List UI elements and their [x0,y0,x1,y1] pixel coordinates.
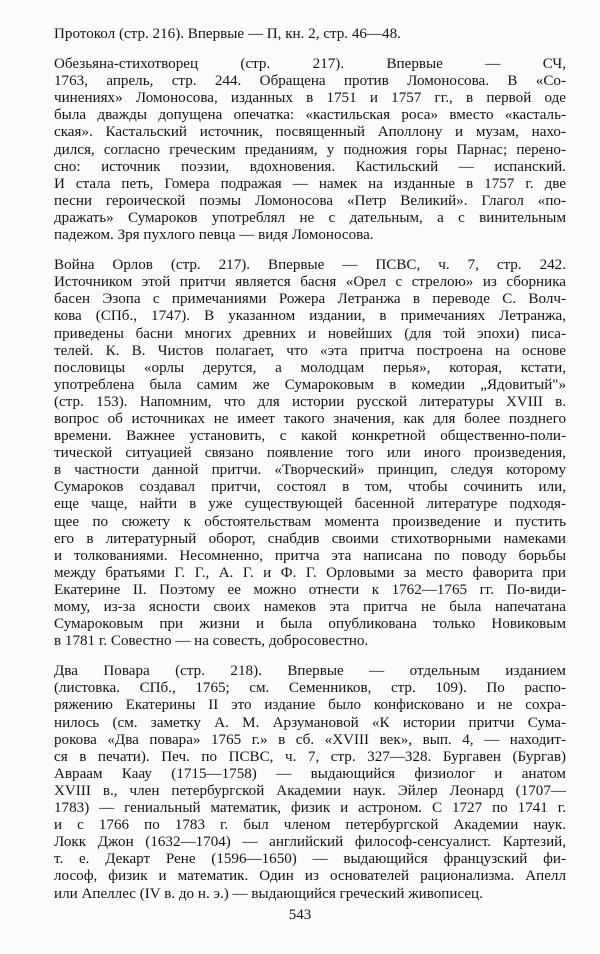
text-line: Война Орлов (стр. 217). Впервые — ПСВС, ч. 7, стр. 242. [54,257,566,274]
text-line: т. е. Декарт Рене (1596—1650) — выдающийся французский фи- [54,851,566,868]
text-line: телей. К. В. Чистов полагает, что «эта притча построена на основе [54,342,566,359]
text-line: Сумароковым при жизни и была опубликована только Новиковым [54,616,566,633]
text-line: чинениях» Ломоносова, изданных в 1751 и 1757 гг., в первой оде [54,90,566,107]
text-line: ская». Кастальский источник, посвященный Аполлону и музам, нахо- [54,124,566,141]
text-line: между братьями Г. Г., А. Г. и Ф. Г. Орловыми за место фаворита при [54,564,566,581]
entry-voyna-orlov [54,257,566,650]
text-line: дился, согласно греческим преданиям, у подножия горы Парнас; перено- [54,141,566,158]
text-line: вопрос об источниках не имеет такого значения, как для более позднего [54,410,566,427]
entry-dva-povara [54,663,566,902]
text-line: Два Повара (стр. 218). Впервые — отдельным изданием [54,663,566,680]
text-line: кова (СПб., 1747). В указанном издании, в примечаниях Летранжа, [54,308,566,325]
text-line: щее по сюжету к обстоятельствам момента произведение и пустить [54,513,566,530]
text-line: (стр. 153). Напомним, что для истории русской литературы XVIII в. [54,393,566,410]
text-line: и толкованиями. Несомненно, притча эта написана по поводу борьбы [54,547,566,564]
text-line: времени. Важнее установить, с какой конкретной общественно-поли- [54,428,566,445]
text-line: Локк Джон (1632—1704) — английский философ-сенсуалист. Картезий, [54,834,566,851]
text-line: тической ситуацией связано появление того или иного произведения, [54,445,566,462]
text-line: 1763, апрель, стр. 244. Обращена против Ломоносова. В «Со- [54,73,566,90]
text-line: песни героической поэмы Ломоносова «Петр Великий». Глагол «по- [54,192,566,209]
page-number: 543 [288,907,312,923]
text-line: 1783) — гениальный математик, физик и астроном. С 1727 по 1741 г. [54,800,566,817]
text-line: рокова «Два повара» 1765 г.» в сб. «XVIII век», вып. 4, — находит- [54,731,566,748]
text-line: Обезьяна-стихотворец (стр. 217). Впервые — СЧ, [54,56,566,73]
text-line: дражать» Сумароков употреблял не с дательным, а с винительным [54,209,566,226]
text-line: Протокол (стр. 216). Впервые — П, кн. 2, стр. 46—48. [54,26,401,42]
text-line: нилось (см. заметку А. М. Арзумановой «К истории притчи Сума- [54,714,566,731]
text-line: или Апеллес (IV в. до н. э.) — выдающийся греческий живописец. [54,885,483,902]
text-line: была дважды допущена опечатка: «кастильская роса» вместо «касталь- [54,107,566,124]
text-line: и с 1766 по 1783 г. был членом петербургской Академии наук. [54,817,566,834]
text-line: еще чаще, найти в уже существующей басенной литературе подходя- [54,496,566,513]
text-line: в 1781 г. Совестно — на совесть, добросовестно. [54,633,369,650]
text-line: Авраам Каау (1715—1758) — выдающийся физиолог и анатом [54,765,566,782]
page-content [54,26,566,903]
entry-protokol [54,26,566,43]
text-line: И стала петь, Гомера подражая — намек на изданные в 1757 г. две [54,175,566,192]
text-line: пословицы «орлы дерутся, а молодцам перья», которая, кстати, [54,359,566,376]
text-line: приведены басни многих древних и новейших (для той эпохи) писа- [54,325,566,342]
text-line: ряжению Екатерины II это издание было конфисковано и не сохра- [54,697,566,714]
text-line: сно: источник поэзии, вдохновения. Кастильский — испанский. [54,158,566,175]
text-line: падежом. Зря пухлого певца — видя Ломоносова. [54,227,374,244]
text-line: ся в печати). Печ. по ПСВС, ч. 7, стр. 327—328. Бургавен (Бургав) [54,748,566,765]
text-line: Источником этой притчи является басня «Орел с стрелою» из сборника [54,274,566,291]
text-line: Сумароков создавал притчи, состоял в том, чтобы сочинить или, [54,479,566,496]
text-line: его в литературный оборот, снабдив своими стихотворными намеками [54,530,566,547]
text-line: в частности данной притчи. «Творческий» принцип, следуя которому [54,462,566,479]
text-line: XVIII в., член петербургской Академии наук. Эйлер Леонард (1707— [54,782,566,799]
text-line: мому, из-за ясности своих намеков эта притча не была напечатана [54,599,566,615]
text-line: (листовка. СПб., 1765; см. Семенников, стр. 109). По распо- [54,680,566,697]
text-line: басен Эзопа с примечаниями Рожера Летранжа в переводе С. Волч- [54,291,566,308]
text-line: употреблена была самим же Сумароковым в комедии „Ядовитый"» [54,376,566,393]
text-line: лософ, физик и математик. Один из основателей рационализма. Апелл [54,868,566,885]
entry-obezyana-stikhotvorets [54,56,566,244]
text-line: Екатерине II. Поэтому ее можно отнести к 1762—1765 гг. По-види- [54,581,566,598]
